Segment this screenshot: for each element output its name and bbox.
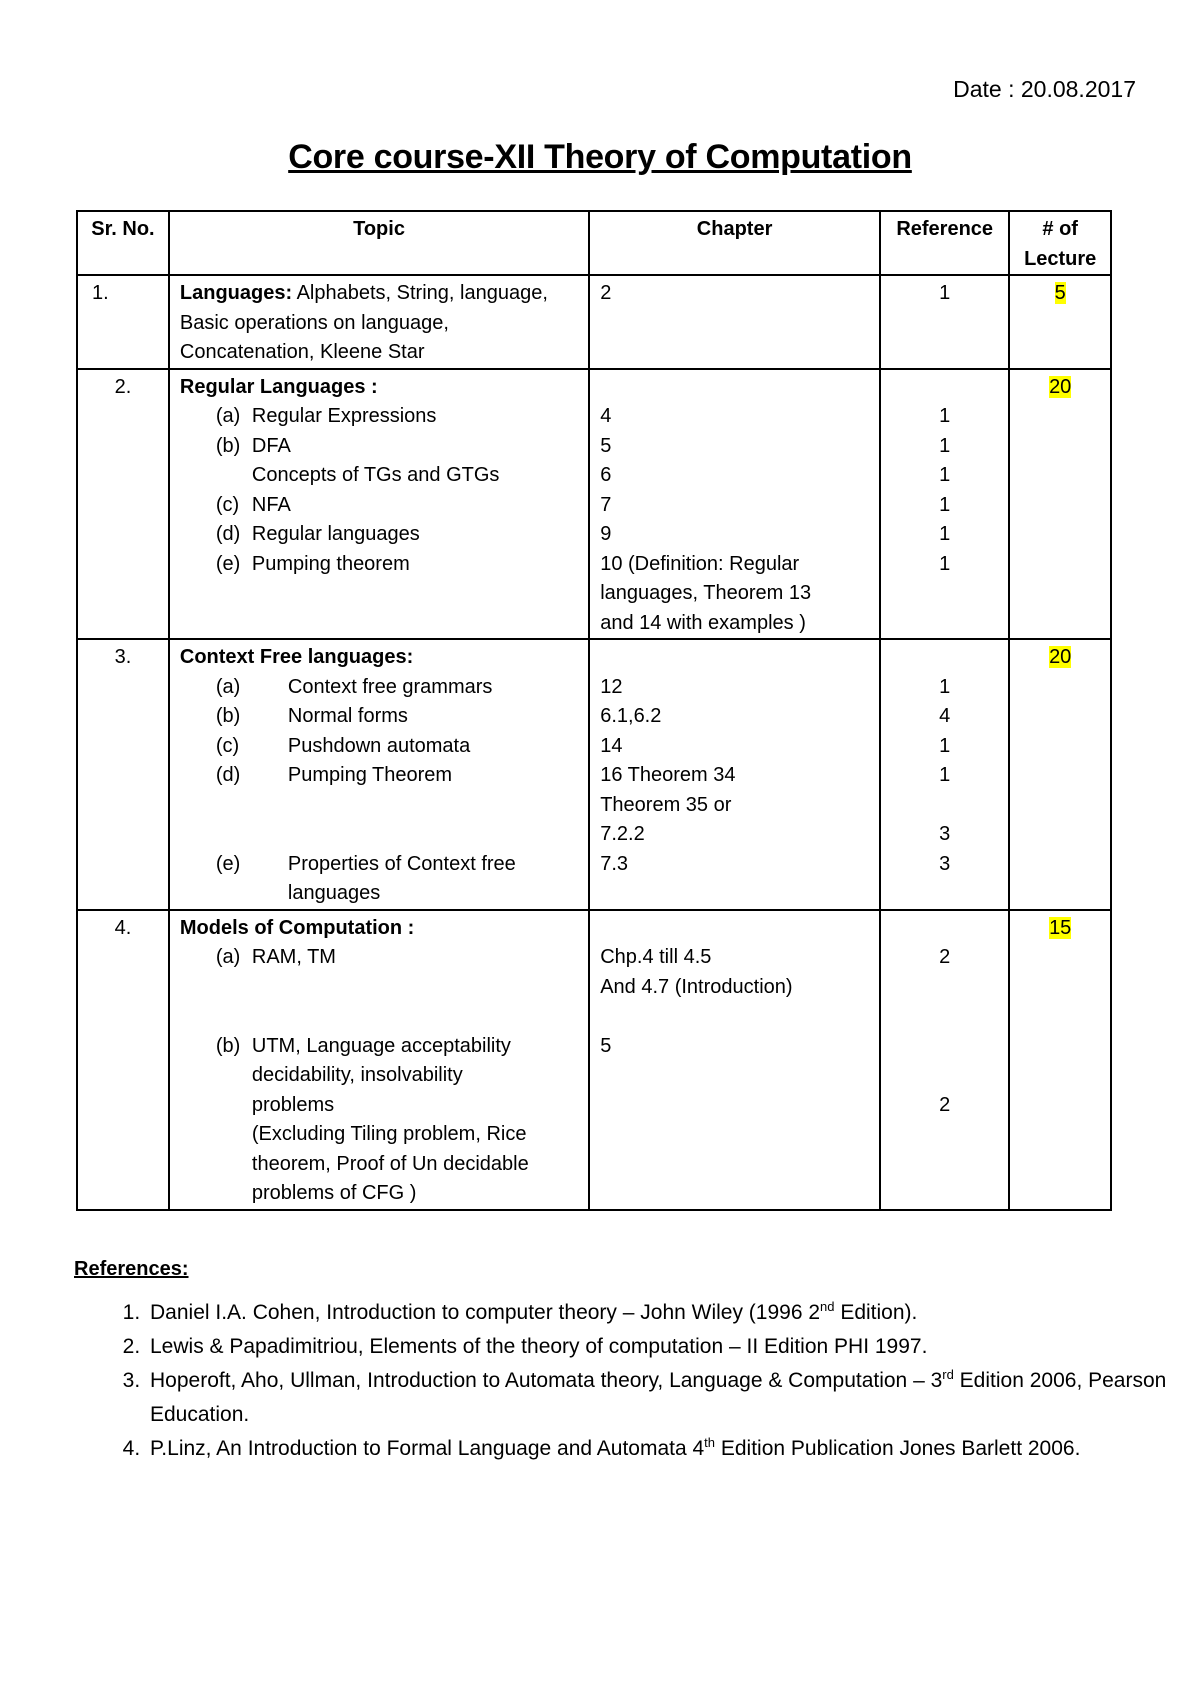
row-topic (169, 369, 589, 640)
item-text: problems (251, 1093, 335, 1116)
page-title: Core course-XII Theory of Computation (288, 138, 912, 176)
chapter-value: 12 (600, 675, 623, 698)
chapter-value: 14 (600, 734, 623, 757)
item-label: (d) (215, 764, 241, 786)
reference-item: 2. Lewis & Papadimitriou, Elements of the theory of computation – II Edition PHI 1997. (146, 1330, 1176, 1364)
chapter-value: 7.2.2 (600, 823, 645, 845)
item-label: (b) (215, 1034, 241, 1057)
chapter-value: 9 (600, 523, 612, 545)
header-topic: Topic (169, 211, 589, 275)
item-text: Pumping theorem (251, 552, 410, 575)
row-sr-no: 3. (77, 639, 169, 910)
chapter-value: Theorem 35 or (600, 793, 732, 816)
lecture-count-highlight: 5 (1054, 282, 1066, 304)
item-label: (c) (215, 734, 240, 757)
reference-item: 3. Hoperoft, Aho, Ullman, Introduction to Automata theory, Language & Computation – 3rd Edition 2006, Pearson Education. (146, 1364, 1176, 1432)
item-text: NFA (251, 493, 291, 516)
topic-text: Basic operations on language, (179, 311, 449, 334)
chapter-value: 5 (600, 1034, 612, 1057)
item-text: problems of CFG ) (251, 1182, 417, 1204)
item-label: (e) (215, 552, 241, 575)
topic-heading: Regular Languages : (179, 375, 378, 398)
table-header-row (77, 211, 1111, 275)
header-lectures (1009, 211, 1111, 275)
row-chapter: 2 (589, 275, 880, 369)
row-reference (880, 639, 1009, 910)
item-text: DFA (251, 434, 291, 457)
reference-value: 3 (939, 823, 951, 845)
chapter-value: 6 (600, 464, 612, 486)
row-sr-no: 4. (77, 910, 169, 1210)
item-text: Regular languages (251, 523, 420, 545)
item-label: (a) (215, 405, 241, 427)
item-text: UTM, Language acceptability (251, 1034, 511, 1057)
reference-value: 1 (939, 434, 951, 457)
reference-item: 4. P.Linz, An Introduction to Formal Language and Automata 4th Edition Publication Jones Barlett 2006. (146, 1432, 1176, 1466)
table-row (77, 275, 1111, 369)
row-chapter (589, 910, 880, 1210)
item-text: Pushdown automata (287, 734, 471, 757)
item-text: (Excluding Tiling problem, Rice (251, 1123, 527, 1145)
chapter-value: And 4.7 (Introduction) (600, 975, 793, 998)
row-lectures (1009, 369, 1111, 640)
row-reference (880, 910, 1009, 1210)
row-sr-no: 1. (77, 275, 169, 369)
chapter-value: languages, Theorem 13 (600, 582, 812, 604)
item-text: Concepts of TGs and GTGs (251, 464, 500, 486)
row-chapter (589, 639, 880, 910)
item-text: languages (287, 882, 381, 904)
row-chapter (589, 369, 880, 640)
topic-heading: Languages: (179, 282, 293, 304)
item-text: theorem, Proof of Un decidable (251, 1152, 529, 1175)
reference-item: 1. Daniel I.A. Cohen, Introduction to computer theory – John Wiley (1996 2nd Edition). (146, 1296, 1176, 1330)
syllabus-table (76, 210, 1112, 1211)
reference-value: 1 (939, 464, 951, 486)
table-row (77, 639, 1111, 910)
reference-value: 1 (939, 493, 951, 516)
row-topic (169, 639, 589, 910)
chapter-value: 5 (600, 434, 612, 457)
item-label: (c) (215, 493, 240, 516)
references-heading: References: (74, 1258, 189, 1280)
reference-value: 1 (939, 523, 951, 545)
chapter-value: 4 (600, 405, 612, 427)
reference-value: 1 (939, 764, 951, 786)
reference-value: 1 (939, 675, 951, 698)
chapter-value: 7 (600, 493, 612, 516)
row-reference: 1 (880, 275, 1009, 369)
row-reference (880, 369, 1009, 640)
item-text: decidability, insolvability (251, 1064, 463, 1086)
reference-value: 2 (939, 946, 951, 968)
item-label: (e) (215, 852, 241, 875)
item-label: (b) (215, 705, 241, 727)
topic-heading: Models of Computation : (179, 916, 415, 939)
header-reference: Reference (880, 211, 1009, 275)
row-sr-no: 2. (77, 369, 169, 640)
item-label: (a) (215, 946, 241, 968)
lecture-count-highlight: 20 (1049, 375, 1072, 398)
header-lectures-line1: # of (1042, 218, 1078, 240)
reference-value: 4 (939, 705, 951, 727)
date-label: Date : 20.08.2017 (953, 76, 1136, 102)
row-lectures (1009, 910, 1111, 1210)
chapter-value: 10 (Definition: Regular (600, 552, 800, 575)
chapter-value: and 14 with examples ) (600, 611, 806, 634)
topic-heading: Context Free languages: (179, 646, 414, 668)
header-chapter: Chapter (589, 211, 880, 275)
row-lectures (1009, 639, 1111, 910)
reference-value: 1 (939, 734, 951, 757)
item-label: (b) (215, 434, 241, 457)
header-lectures-line2: Lecture (1024, 247, 1097, 270)
reference-value: 1 (939, 405, 951, 427)
reference-value: 2 (939, 1093, 951, 1116)
lecture-count-highlight: 20 (1049, 646, 1072, 668)
topic-text: Alphabets, String, language, (292, 282, 548, 304)
item-text: Regular Expressions (251, 405, 437, 427)
table-row (77, 369, 1111, 640)
references-list (104, 1296, 1176, 1466)
item-label: (a) (215, 675, 241, 698)
item-label: (d) (215, 523, 241, 545)
table-row (77, 910, 1111, 1210)
chapter-value: 7.3 (600, 852, 629, 875)
chapter-value: Chp.4 till 4.5 (600, 946, 712, 968)
item-text: Pumping Theorem (287, 764, 453, 786)
header-sr-no: Sr. No. (77, 211, 169, 275)
chapter-value: 16 Theorem 34 (600, 764, 736, 786)
row-topic (169, 910, 589, 1210)
item-text: Context free grammars (287, 675, 493, 698)
item-text: RAM, TM (251, 946, 336, 968)
item-text: Properties of Context free (287, 852, 516, 875)
lecture-count-highlight: 15 (1049, 916, 1072, 939)
reference-value: 1 (939, 552, 951, 575)
chapter-value: 6.1,6.2 (600, 705, 662, 727)
row-topic (169, 275, 589, 369)
item-text: Normal forms (287, 705, 408, 727)
row-lectures (1009, 275, 1111, 369)
topic-text: Concatenation, Kleene Star (179, 341, 425, 363)
reference-value: 3 (939, 852, 951, 875)
